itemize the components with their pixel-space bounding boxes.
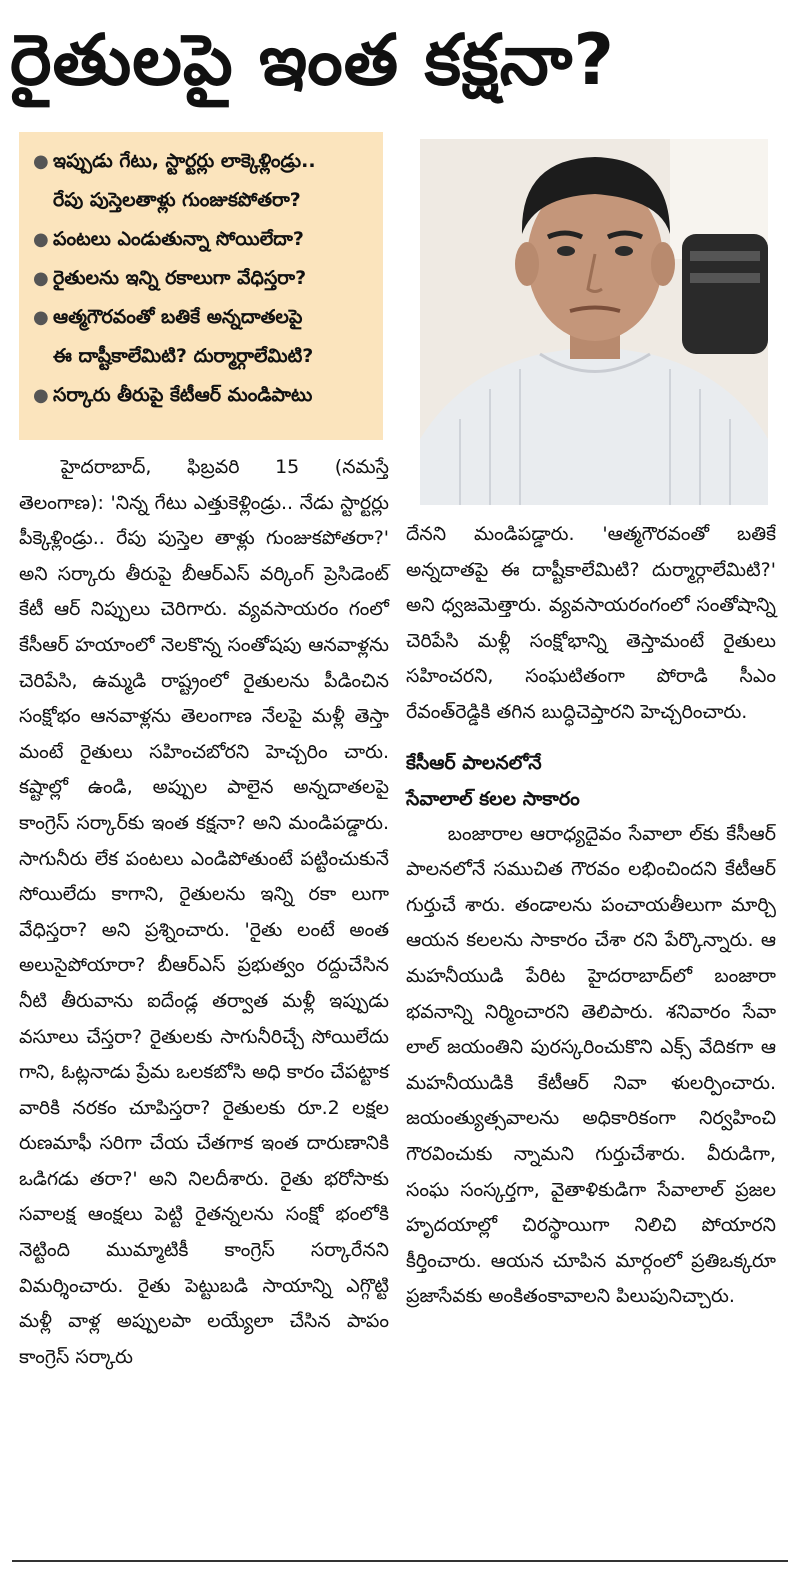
highlight-item: ● పంటలు ఎండుతున్నా సోయిలేదా? xyxy=(31,220,377,259)
article-right-column xyxy=(406,517,776,1315)
highlight-item: ● ఆత్మగౌరవంతో బతికే అన్నదాతలపై ఈ దాష్టీకాలేమిటి? దుర్మార్గాలేమిటి? xyxy=(31,298,377,376)
subheading xyxy=(406,745,776,817)
bullet-icon: ● xyxy=(33,307,49,328)
bullet-icon: ● xyxy=(33,229,49,250)
bullet-icon: ● xyxy=(33,268,49,289)
highlight-continuation: ఈ దాష్టీకాలేమిటి? దుర్మార్గాలేమిటి? xyxy=(53,345,314,367)
ktr-photo xyxy=(420,139,768,505)
highlight-item: ● ఇప్పుడు గేటు, స్టార్టర్లు లాక్కెళ్లిండ్రు.. రేపు పుస్తెలతాళ్లు గుంజుకపోతరా? xyxy=(31,142,377,220)
bullet-icon: ● xyxy=(33,385,49,406)
bullet-icon: ● xyxy=(33,151,49,172)
portrait-illustration xyxy=(420,139,768,505)
article-body-right-top: దేనని మండిపడ్డారు. 'ఆత్మగౌరవంతో బతికే అన్నదాతపై ఈ దాష్టీకాలేమిటి? దుర్మార్గాలేమిటి?' అని ధ్వజమెత్తారు. వ్యవసాయరంగంలో సంతోషాన్ని చెరిపేసి మళ్లీ సంక్షోభాన్ని తెస్తామంటే రైతులు సహించరని, సంఘటితంగా పోరాడి సీఎం రేవంత్‌రెడ్డికి తగిన బుద్ధిచెప్తారని హెచ్చరించారు. xyxy=(406,523,776,723)
article-left-column xyxy=(19,450,389,1375)
highlights-box xyxy=(19,132,383,440)
highlight-item: ● సర్కారు తీరుపై కేటీఆర్ మండిపాటు xyxy=(31,376,377,415)
bottom-rule xyxy=(12,1560,788,1562)
subheading-line-2: సేవాలాల్ కలల సాకారం xyxy=(406,787,580,810)
headline: రైతులపై ఇంత కక్షనా? xyxy=(10,19,615,101)
highlight-continuation: రేపు పుస్తెలతాళ్లు గుంజుకపోతరా? xyxy=(53,189,301,211)
article-body-right-bottom: బంజారాల ఆరాధ్యదైవం సేవాలా ల్‌కు కేసీఆర్ పాలనలోనే సముచిత గౌరవం లభించిందని కేటీఆర్ గుర్తుచే శారు. తండాలను పంచాయతీలుగా మార్చి ఆయన కలలను సాకారం చేశా రని పేర్కొన్నారు. ఆ మహనీయుడి పేరిట హైదరాబాద్‌లో బంజారా భవనాన్ని నిర్మించారని తెలిపారు. శనివారం సేవా లాల్ జయంతిని పురస్కరించుకొని ఎక్స్ వేదికగా ఆ మహనీయుడికి కేటీఆర్ నివా ళులర్పించారు. జయంత్యుత్సవాలను అధికారికంగా నిర్వహించి గౌరవించుకు న్నామని గుర్తుచేశారు. వీరుడిగా, సంఘ సంస్కర్తగా, వైతాళికుడిగా సేవాలాల్ ప్రజల హృదయాల్లో చిరస్థాయిగా నిలిచి పోయారని కీర్తించారు. ఆయన చూపిన మార్గంలో ప్రతిఒక్కరూ ప్రజాసేవకు అంకితంకావాలని పిలుపునిచ్చారు. xyxy=(406,822,776,1308)
subheading-line-1: కేసీఆర్ పాలనలోనే xyxy=(406,751,542,774)
highlight-item: ● రైతులను ఇన్ని రకాలుగా వేధిస్తరా? xyxy=(31,259,377,298)
article-body-left: హైదరాబాద్, ఫిబ్రవరి 15 (నమస్తే తెలంగాణ): 'నిన్న గేటు ఎత్తుకెళ్లిండ్రు.. నేడు స్టార్టర్లు పీక్కెళ్లిండ్రు.. రేపు పుస్తెల తాళ్లు గుంజుకపోతరా?' అని సర్కారు తీరుపై బీఆర్ఎస్ వర్కింగ్ ప్రెసిడెంట్ కేటీ ఆర్ నిప్పులు చెరిగారు. వ్యవసాయరం గంలో కేసీఆర్ హయాంలో నెలకొన్న సంతోషపు ఆనవాళ్లను చెరిపేసి, ఉమ్మడి రాష్ట్రంలో రైతులను పీడించిన సంక్షోభం ఆనవాళ్లను తెలంగాణ నేలపై మళ్లీ తెస్తా మంటే రైతులు సహించబోరని హెచ్చరిం చారు. కష్టాల్లో ఉండి, అప్పుల పాలైన అన్నదాతలపై కాంగ్రెస్ సర్కార్‌కు ఇంత కక్షనా? అని మండిపడ్డారు. సాగునీరు లేక పంటలు ఎండిపోతుంటే పట్టించుకునే సోయిలేదు కాగాని, రైతులను ఇన్ని రకా లుగా వేధిస్తరా? అని ప్రశ్నించారు. 'రైతు లంటే అంత అలుసైపోయారా? బీఆర్ఎస్ ప్రభుత్వం రద్దుచేసిన నీటి తీరువాను ఐదేండ్ల తర్వాత మళ్లీ ఇప్పుడు వసూలు చేస్తరా? రైతులకు సాగునీరిచ్చే సోయిలేదు గాని, ఓట్లనాడు ప్రేమ ఒలకబోసి అధి కారం చేపట్టాక వారికి నరకం చూపిస్తరా? రైతులకు రూ.2 లక్షల రుణమాఫీ సరిగా చేయ చేతగాక ఇంత దారుణానికి ఒడిగడు తరా?' అని నిలదీశారు. రైతు భరోసాకు సవాలక్ష ఆంక్షలు పెట్టి రైతన్నలను సంక్షో భంలోకి నెట్టింది ముమ్మాటికీ కాంగ్రెస్ సర్కారేనని విమర్శించారు. రైతు పెట్టుబడి సాయాన్ని ఎగ్గొట్టి మళ్లీ వాళ్ల అప్పులపా లయ్యేలా చేసిన పాపం కాంగ్రెస్ సర్కారు xyxy=(19,456,389,1368)
